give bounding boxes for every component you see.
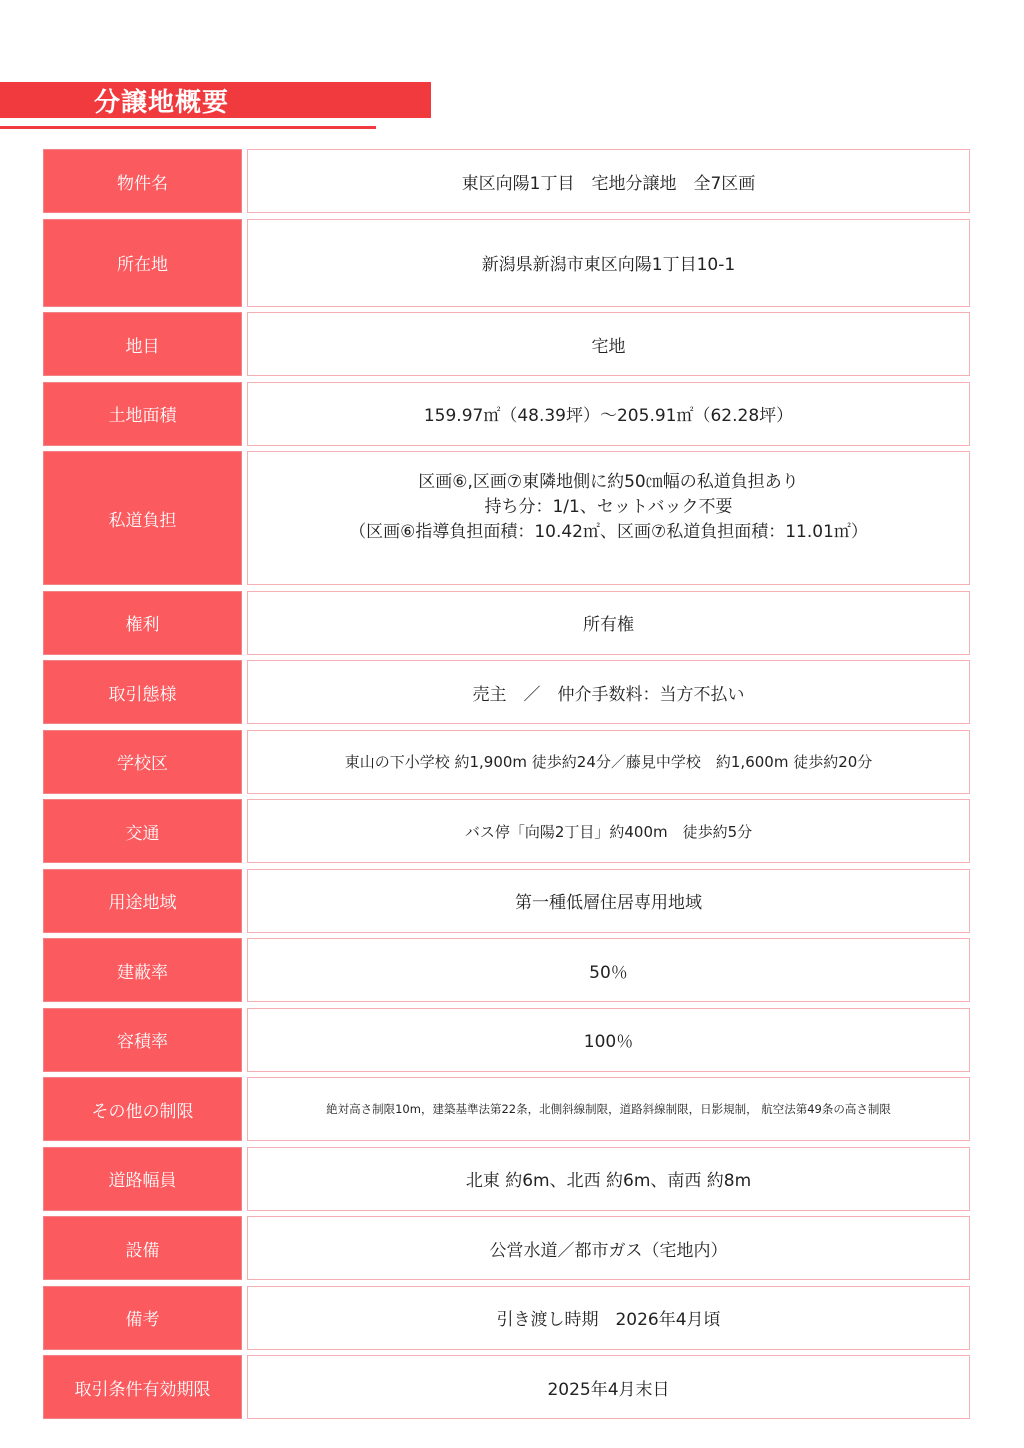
- row-property-name: [43, 149, 970, 213]
- value-property-name: 東区向陽1丁目 宅地分譲地 全7区画: [247, 149, 970, 213]
- value-transportation: バス停「向陽2丁目」約400m 徒歩約5分: [247, 799, 970, 863]
- row-location: [43, 219, 970, 307]
- row-transaction-type: [43, 660, 970, 724]
- private-road-line-2: 持ち分：1/1、セットバック不要: [484, 497, 733, 517]
- row-facilities: [43, 1216, 970, 1280]
- label-offer-expiry: 取引条件有効期限: [43, 1355, 242, 1419]
- row-other-restrictions: [43, 1077, 970, 1141]
- value-private-road: [247, 451, 970, 585]
- value-transaction-type: 売主 ／ 仲介手数料：当方不払い: [247, 660, 970, 724]
- title-underline: [0, 126, 376, 129]
- label-other-restrictions: その他の制限: [43, 1077, 242, 1141]
- label-facilities: 設備: [43, 1216, 242, 1280]
- row-coverage-ratio: [43, 938, 970, 1002]
- label-location: 所在地: [43, 219, 242, 307]
- label-transportation: 交通: [43, 799, 242, 863]
- label-coverage-ratio: 建蔽率: [43, 938, 242, 1002]
- label-remarks: 備考: [43, 1286, 242, 1350]
- row-school-district: [43, 730, 970, 794]
- private-road-line-3: （区画⑥指導負担面積：10.42㎡、区画⑦私道負担面積：11.01㎡）: [349, 522, 868, 542]
- value-land-category: 宅地: [247, 312, 970, 376]
- value-location: 新潟県新潟市東区向陽1丁目10-1: [247, 219, 970, 307]
- row-zoning: [43, 869, 970, 933]
- value-coverage-ratio: 50％: [247, 938, 970, 1002]
- label-transaction-type: 取引態様: [43, 660, 242, 724]
- row-land-category: [43, 312, 970, 376]
- value-floor-area-ratio: 100％: [247, 1008, 970, 1072]
- label-rights: 権利: [43, 591, 242, 655]
- value-zoning: 第一種低層住居専用地域: [247, 869, 970, 933]
- page-title: 分譲地概要: [94, 87, 230, 118]
- row-land-area: [43, 382, 970, 446]
- label-zoning: 用途地域: [43, 869, 242, 933]
- value-facilities: 公営水道／都市ガス（宅地内）: [247, 1216, 970, 1280]
- row-rights: [43, 591, 970, 655]
- value-road-width: 北東 約6m、北西 約6m、南西 約8m: [247, 1147, 970, 1211]
- label-road-width: 道路幅員: [43, 1147, 242, 1211]
- property-summary-table: [43, 149, 970, 1425]
- value-offer-expiry: 2025年4月末日: [247, 1355, 970, 1419]
- label-land-category: 地目: [43, 312, 242, 376]
- label-private-road: 私道負担: [43, 451, 242, 585]
- row-transportation: [43, 799, 970, 863]
- value-remarks: 引き渡し時期 2026年4月頃: [247, 1286, 970, 1350]
- private-road-line-1: 区画⑥,区画⑦東隣地側に約50㎝幅の私道負担あり: [418, 472, 799, 492]
- value-rights: 所有権: [247, 591, 970, 655]
- value-land-area: 159.97㎡（48.39坪）～205.91㎡（62.28坪）: [247, 382, 970, 446]
- row-remarks: [43, 1286, 970, 1350]
- value-school-district: 東山の下小学校 約1,900m 徒歩約24分／藤見中学校 約1,600m 徒歩約20分: [247, 730, 970, 794]
- row-private-road: [43, 451, 970, 585]
- label-school-district: 学校区: [43, 730, 242, 794]
- label-land-area: 土地面積: [43, 382, 242, 446]
- label-floor-area-ratio: 容積率: [43, 1008, 242, 1072]
- row-floor-area-ratio: [43, 1008, 970, 1072]
- section-title-bar: [0, 82, 431, 118]
- label-property-name: 物件名: [43, 149, 242, 213]
- value-other-restrictions: 絶対高さ制限10m，建築基準法第22条，北側斜線制限，道路斜線制限，日影規制， 航空法第49条の高さ制限: [247, 1077, 970, 1141]
- row-road-width: [43, 1147, 970, 1211]
- row-offer-expiry: [43, 1355, 970, 1419]
